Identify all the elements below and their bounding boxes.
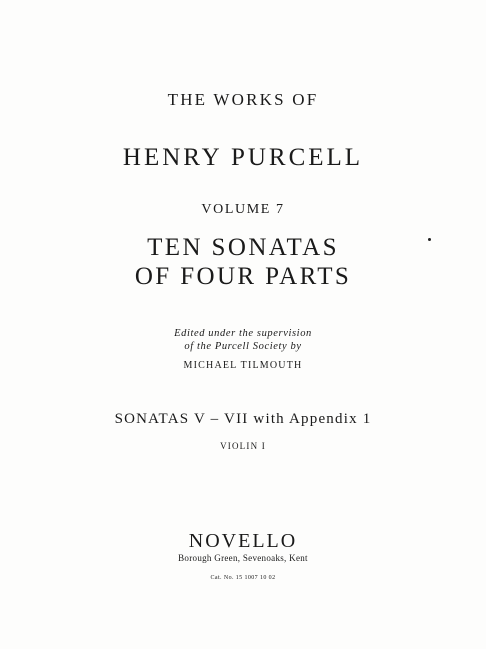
ink-speck (428, 238, 431, 241)
edited-note-line-1: Edited under the supervision (174, 328, 312, 339)
instrument-part: VIOLIN I (220, 441, 266, 451)
edited-note-line-2: of the Purcell Society by (184, 341, 302, 352)
work-title-line-2: OF FOUR PARTS (134, 263, 352, 290)
composer-name: HENRY PURCELL (122, 144, 364, 171)
publisher-address: Borough Green, Sevenoaks, Kent (178, 553, 308, 563)
catalogue-number: Cat. No. 15 1007 10 02 (210, 575, 276, 581)
series-line: THE WORKS OF (167, 90, 319, 109)
contents-line: SONATAS V – VII with Appendix 1 (114, 411, 372, 427)
publisher-name: NOVELLO (188, 530, 298, 552)
editor-name: MICHAEL TILMOUTH (183, 360, 303, 371)
work-title-line-1: TEN SONATAS (147, 234, 339, 261)
volume-number: VOLUME 7 (201, 202, 285, 217)
